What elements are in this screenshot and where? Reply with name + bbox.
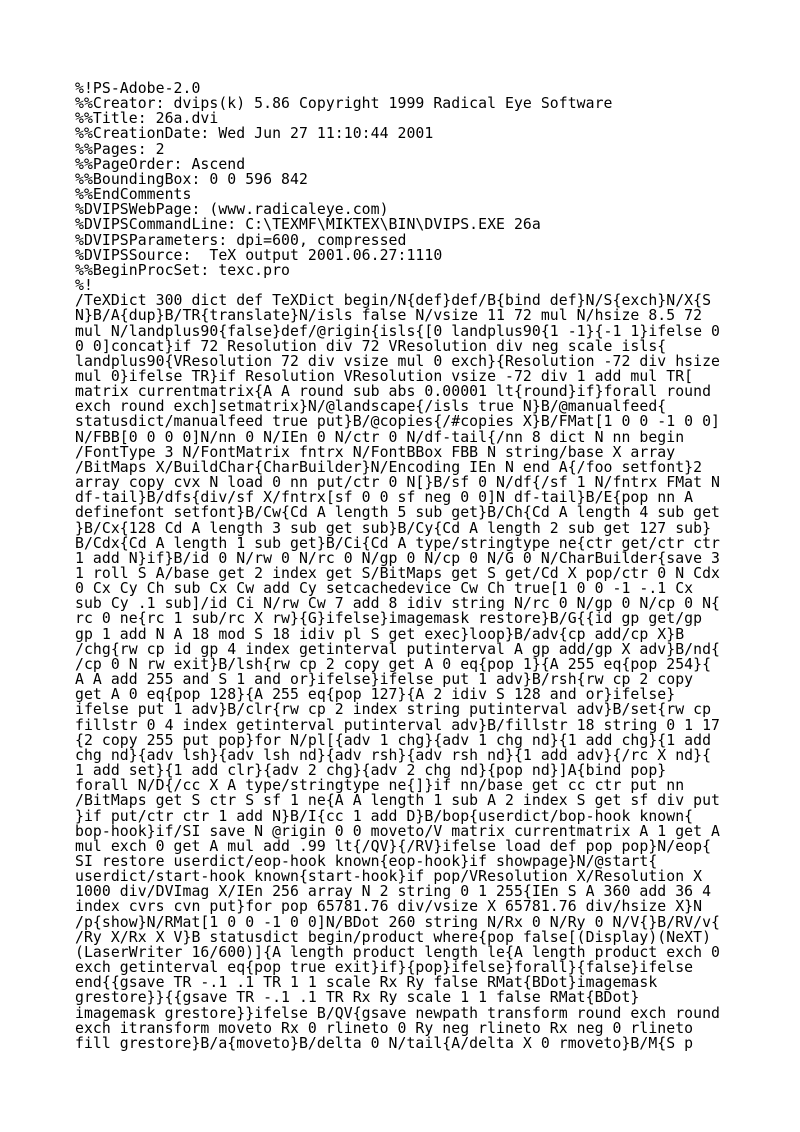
code-line: matrix currentmatrix{A A round sub abs 0.00001 lt{round}if}forall round — [75, 383, 712, 401]
code-line: %%CreationDate: Wed Jun 27 11:10:44 2001 — [75, 125, 434, 143]
code-line: forall N/D{/cc X A type/stringtype ne{]}if nn/base get cc ctr put nn — [75, 777, 685, 795]
code-line: %!PS-Adobe-2.0 — [75, 80, 201, 97]
code-line: %DVIPSWebPage: (www.radicaleye.com) — [75, 201, 389, 219]
code-line: definefont setfont}B/Cw{Cd A length 5 sub get}B/Ch{Cd A length 4 sub get — [75, 504, 721, 522]
code-line: /BitMaps X/BuildChar{CharBuilder}N/Encoding IEn N end A{/foo setfont}2 — [75, 458, 703, 476]
code-line: /chg{rw cp id gp 4 index getinterval putinterval A gp add/gp X adv}B/nd{ — [75, 640, 721, 658]
code-line: array copy cvx N load 0 nn put/ctr 0 N[}B/sf 0 N/df{/sf 1 N/fntrx FMat N — [75, 474, 721, 492]
code-line: %DVIPSSource: TeX output 2001.06.27:1110 — [75, 246, 443, 264]
code-line: A A add 255 and S 1 and or}ifelse}ifelse put 1 adv}B/rsh{rw cp 2 copy — [75, 671, 694, 689]
code-line: %DVIPSCommandLine: C:\TEXMF\MIKTEX\BIN\DVIPS.EXE 26a — [75, 216, 541, 234]
code-line: %%EndComments — [75, 186, 192, 204]
code-line: gp 1 add N A 18 mod S 18 idiv pl S get exec}loop}B/adv{cp add/cp X}B — [75, 625, 685, 643]
code-line: /p{show}N/RMat[1 0 0 -1 0 0]N/BDot 260 string N/Rx 0 N/Ry 0 N/V{}B/RV/v{ — [75, 913, 721, 931]
code-line: 1000 div/DVImag X/IEn 256 array N 2 string 0 1 255{IEn S A 360 add 36 4 — [75, 883, 712, 901]
code-line: mul N/landplus90{false}def/@rigin{isls{[0 landplus90{1 -1}{-1 1}ifelse 0 — [75, 322, 721, 340]
code-line: fill grestore}B/a{moveto}B/delta 0 N/tail{A/delta X 0 rmoveto}B/M{S p — [75, 1034, 694, 1052]
code-line: (LaserWriter 16/600)]{A length product length le{A length product exch 0 — [75, 943, 721, 961]
code-line: %%BeginProcSet: texc.pro — [75, 261, 291, 279]
code-line: {2 copy 255 put pop}for N/pl[{adv 1 chg}{adv 1 chg nd}{1 add chg}{1 add — [75, 731, 712, 749]
code-line: SI restore userdict/eop-hook known{eop-hook}if showpage}N/@start{ — [75, 852, 658, 870]
code-line: }if put/ctr ctr 1 add N}B/I{cc 1 add D}B/bop{userdict/bop-hook known{ — [75, 807, 694, 825]
code-line: exch getinterval eq{pop true exit}if}{pop}ifelse}forall}{false}ifelse — [75, 959, 694, 977]
postscript-source-text — [75, 81, 720, 1051]
code-line: exch round exch]setmatrix}N/@landscape{/isls true N}B/@manualfeed{ — [75, 398, 667, 416]
code-line: bop-hook}if/SI save N @rigin 0 0 moveto/V matrix currentmatrix A 1 get A — [75, 822, 721, 840]
code-line: mul 0}ifelse TR}if Resolution VResolution vsize -72 div 1 add mul TR[ — [75, 367, 694, 385]
code-line: ifelse put 1 adv}B/clr{rw cp 2 index string putinterval adv}B/set{rw cp — [75, 701, 712, 719]
code-line: exch itransform moveto Rx 0 rlineto 0 Ry neg rlineto Rx neg 0 rlineto — [75, 1019, 694, 1037]
code-line: 1 add set}{1 add clr}{adv 2 chg}{adv 2 chg nd}{pop nd}]A{bind pop} — [75, 762, 667, 780]
code-line: chg nd}{adv lsh}{adv lsh nd}{adv rsh}{adv rsh nd}{1 add adv}{/rc X nd}{ — [75, 746, 712, 764]
code-line: 0 0]concat}if 72 Resolution div 72 VResolution div neg scale isls{ — [75, 337, 667, 355]
code-line: /FontType 3 N/FontMatrix fntrx N/FontBBox FBB N string/base X array — [75, 443, 676, 461]
code-line: rc 0 ne{rc 1 sub/rc X rw}{G}ifelse}imagemask restore}B/G{{id gp get/gp — [75, 610, 703, 628]
code-line: landplus90{VResolution 72 div vsize mul 0 exch}{Resolution -72 div hsize — [75, 352, 721, 370]
code-line: 1 roll S A/base get 2 index get S/BitMaps get S get/Cd X pop/ctr 0 N Cdx — [75, 565, 721, 582]
code-line: /cp 0 N rw exit}B/lsh{rw cp 2 copy get A 0 eq{pop 1}{A 255 eq{pop 254}{ — [75, 655, 712, 673]
code-line: %%BoundingBox: 0 0 596 842 — [75, 170, 308, 188]
code-line: /TeXDict 300 dict def TeXDict begin/N{def}def/B{bind def}N/S{exch}N/X{S — [75, 292, 712, 310]
code-line: %DVIPSParameters: dpi=600, compressed — [75, 231, 407, 249]
code-line: %%Creator: dvips(k) 5.86 Copyright 1999 Radical Eye Software — [75, 95, 613, 113]
code-line: index cvrs cvn put}for pop 65781.76 div/vsize X 65781.76 div/hsize X}N — [75, 898, 703, 916]
code-line: grestore}}{{gsave TR -.1 .1 TR Rx Ry scale 1 1 false RMat{BDot} — [75, 989, 640, 1007]
code-line: mul exch 0 get A mul add .99 lt{/QV}{/RV}ifelse load def pop pop}N/eop{ — [75, 837, 712, 855]
code-line: }B/Cx{128 Cd A length 3 sub get sub}B/Cy{Cd A length 2 sub get 127 sub} — [75, 519, 712, 537]
code-line: %! — [75, 277, 93, 295]
code-line: N}B/A{dup}B/TR{translate}N/isls false N/vsize 11 72 mul N/hsize 8.5 72 — [75, 307, 703, 325]
code-line: 1 add N}if}B/id 0 N/rw 0 N/rc 0 N/gp 0 N/cp 0 N/G 0 N/CharBuilder{save 3 — [75, 549, 721, 567]
code-line: sub Cy .1 sub]/id Ci N/rw Cw 7 add 8 idiv string N/rc 0 N/gp 0 N/cp 0 N{ — [75, 595, 721, 613]
code-line: userdict/start-hook known{start-hook}if pop/VResolution X/Resolution X — [75, 868, 703, 886]
code-line: %%PageOrder: Ascend — [75, 155, 246, 173]
code-line: fillstr 0 4 index getinterval putinterval adv}B/fillstr 18 string 0 1 17 — [75, 716, 721, 734]
code-line: %%Pages: 2 — [75, 140, 165, 158]
code-line: imagemask grestore}}ifelse B/QV{gsave newpath transform round exch round — [75, 1004, 721, 1022]
code-line: end{{gsave TR -.1 .1 TR 1 1 scale Rx Ry false RMat{BDot}imagemask — [75, 974, 658, 992]
code-line: get A 0 eq{pop 128}{A 255 eq{pop 127}{A 2 idiv S 128 and or}ifelse} — [75, 686, 676, 704]
code-line: /Ry X/Rx X V}B statusdict begin/product where{pop false[(Display)(NeXT) — [75, 928, 712, 946]
code-line: B/Cdx{Cd A length 1 sub get}B/Ci{Cd A type/stringtype ne{ctr get/ctr ctr — [75, 534, 721, 552]
code-line: %%Title: 26a.dvi — [75, 110, 219, 128]
code-line: /BitMaps get S ctr S sf 1 ne{A A length 1 sub A 2 index S get sf div put — [75, 792, 721, 810]
code-line: statusdict/manualfeed true put}B/@copies{/#copies X}B/FMat[1 0 0 -1 0 0] — [75, 413, 721, 431]
code-line: 0 Cx Cy Ch sub Cx Cw add Cy setcachedevice Cw Ch true[1 0 0 -1 -.1 Cx — [75, 580, 694, 598]
code-line: N/FBB[0 0 0 0]N/nn 0 N/IEn 0 N/ctr 0 N/df-tail{/nn 8 dict N nn begin — [75, 428, 685, 446]
code-line: df-tail}B/dfs{div/sf X/fntrx[sf 0 0 sf neg 0 0]N df-tail}B/E{pop nn A — [75, 489, 694, 507]
